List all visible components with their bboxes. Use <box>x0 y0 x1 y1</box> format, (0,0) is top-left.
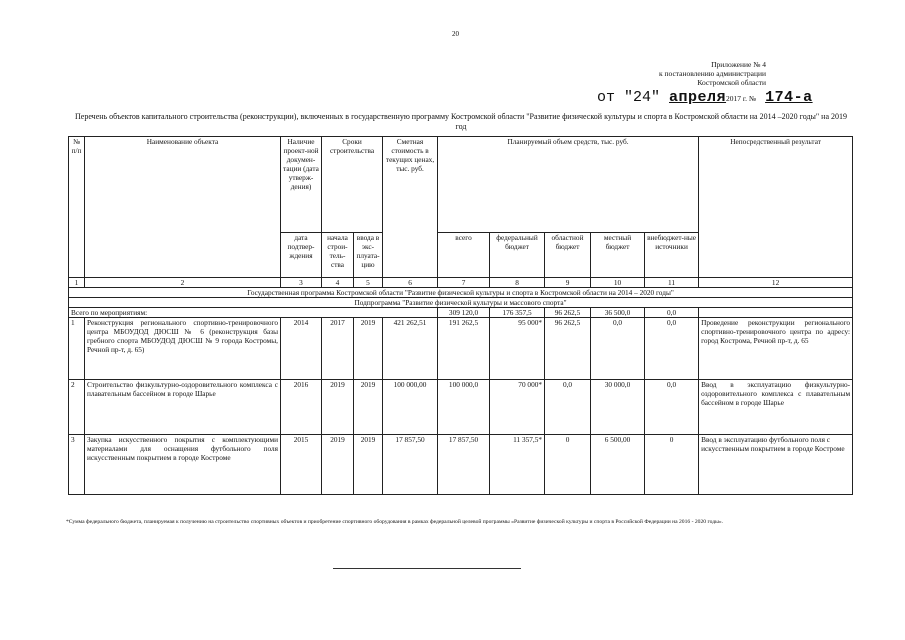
decree-month: апреля <box>669 89 727 106</box>
header-local: местный бюджет <box>591 233 645 278</box>
header-planned: Планируемый объем средств, тыс. руб. <box>438 137 699 233</box>
total-result-empty <box>699 308 853 318</box>
header-row-1 <box>69 137 853 233</box>
row-extrabudget: 0 <box>645 435 699 495</box>
row-local: 30 000,0 <box>591 380 645 435</box>
row-federal: 11 357,5* <box>490 435 545 495</box>
row-local: 0,0 <box>591 318 645 380</box>
row-name: Закупка искусственного покрытия с комплектующими материалами для оснащения футбольного поля искусственным покрытием в городе Костроме <box>85 435 281 495</box>
row-approval: 2016 <box>281 380 322 435</box>
row-num: 3 <box>69 435 85 495</box>
header-result: Непосредственный результат <box>699 137 853 278</box>
subprogram-row <box>69 298 853 308</box>
col-number: 9 <box>545 278 591 288</box>
col-number: 8 <box>490 278 545 288</box>
program-row <box>69 288 853 298</box>
appendix-line-1: Приложение № 4 <box>711 60 766 69</box>
header-num: № п/п <box>69 137 85 278</box>
appendix-line-2: к постановлению администрации <box>658 69 766 78</box>
total-row <box>69 308 853 318</box>
program-title: Государственная программа Костромской области "Развитие физической культуры и спорта в Костромской области на 2014 – 2020 годы" <box>69 288 853 298</box>
header-total: всего <box>438 233 490 278</box>
column-number-row <box>69 278 853 288</box>
header-extrabudget: внебюджет-ные источники <box>645 233 699 278</box>
row-num: 2 <box>69 380 85 435</box>
table-row <box>69 380 853 435</box>
row-total: 17 857,50 <box>438 435 490 495</box>
row-estimate: 421 262,51 <box>383 318 438 380</box>
row-total: 100 000,0 <box>438 380 490 435</box>
row-start: 2019 <box>322 435 354 495</box>
row-regional: 0 <box>545 435 591 495</box>
row-result: Проведение реконструкции регионального спортивно-тренировочного центра по адресу: город Кострома, Речной пр-т, д. 65 <box>699 318 853 380</box>
table-row <box>69 318 853 380</box>
row-result: Ввод в эксплуатацию физкультурно-оздоровительного комплекса с плавательным бассейном в городе Шарье <box>699 380 853 435</box>
decree-year: 2017 г. № <box>726 94 757 103</box>
row-local: 6 500,00 <box>591 435 645 495</box>
document-title: Перечень объектов капитального строительства (реконструкции), включенных в государственную программу Костромской области "Развитие физической культуры и спорта в Костромской области на 2014 –2020 годы" на 2019 год <box>74 112 848 131</box>
objects-table <box>68 136 853 495</box>
total-federal: 176 357,5 <box>490 308 545 318</box>
total-label: Всего по мероприятиям: <box>69 308 438 318</box>
row-estimate: 17 857,50 <box>383 435 438 495</box>
col-number: 7 <box>438 278 490 288</box>
header-commission: ввода в экс-плуата-цию <box>354 233 383 278</box>
appendix-line-3: Костромской области <box>697 78 766 87</box>
row-regional: 0,0 <box>545 380 591 435</box>
row-approval: 2015 <box>281 435 322 495</box>
signature-line <box>333 568 521 569</box>
header-federal: федеральный бюджет <box>490 233 545 278</box>
col-number: 5 <box>354 278 383 288</box>
row-federal: 70 000* <box>490 380 545 435</box>
appendix-header <box>659 60 766 87</box>
subprogram-title: Подпрограмма "Развитие физической культуры и массового спорта" <box>69 298 853 308</box>
row-regional: 96 262,5 <box>545 318 591 380</box>
header-estimate: Сметная стоимость в текущих ценах, тыс. руб. <box>383 137 438 278</box>
row-approval: 2014 <box>281 318 322 380</box>
header-terms: Сроки строительства <box>322 137 383 233</box>
col-number: 6 <box>383 278 438 288</box>
total-local: 36 500,0 <box>591 308 645 318</box>
header-project-doc: Наличие проект-ной докумен-тации (дата утверж-дения) <box>281 137 322 233</box>
decree-prefix: от "24" <box>597 89 661 106</box>
col-number: 12 <box>699 278 853 288</box>
decree-number: 174-а <box>765 89 813 106</box>
row-num: 1 <box>69 318 85 380</box>
row-extrabudget: 0,0 <box>645 380 699 435</box>
total-regional: 96 262,5 <box>545 308 591 318</box>
col-number: 3 <box>281 278 322 288</box>
row-commission: 2019 <box>354 435 383 495</box>
row-result: Ввод в эксплуатацию футбольного поля с искусственным покрытием в городе Костроме <box>699 435 853 495</box>
row-federal: 95 000* <box>490 318 545 380</box>
header-regional: областной бюджет <box>545 233 591 278</box>
row-name: Реконструкция регионального спортивно-тренировочного центра МБОУДОД ДЮСШ № 6 (реконструкция базы гребного спорта МБОУДОД ДЮСШ № 9 города Костромы, Речной пр-т, д. 65) <box>85 318 281 380</box>
row-commission: 2019 <box>354 318 383 380</box>
row-extrabudget: 0,0 <box>645 318 699 380</box>
header-start: начала строи-тель-ства <box>322 233 354 278</box>
col-number: 11 <box>645 278 699 288</box>
table-row <box>69 435 853 495</box>
row-estimate: 100 000,00 <box>383 380 438 435</box>
col-number: 1 <box>69 278 85 288</box>
page-number: 20 <box>452 30 459 38</box>
row-name: Строительство физкультурно-оздоровительного комплекса с плавательным бассейном в городе Шарье <box>85 380 281 435</box>
col-number: 2 <box>85 278 281 288</box>
row-start: 2017 <box>322 318 354 380</box>
total-extrabudget: 0,0 <box>645 308 699 318</box>
header-name: Наименование объекта <box>85 137 281 278</box>
footnote: *Сумма федерального бюджета, планируемая к получению на строительство спортивных объектов и приобретение спортивного оборудования в рамках федеральной целевой программы «Развитие физической культуры и спорта в Российской Федерации на 2016 - 2020 годы». <box>66 519 724 525</box>
col-number: 4 <box>322 278 354 288</box>
row-start: 2019 <box>322 380 354 435</box>
total-sum: 309 120,0 <box>438 308 490 318</box>
row-commission: 2019 <box>354 380 383 435</box>
header-approval-date: дата подтвер-ждения <box>281 233 322 278</box>
col-number: 10 <box>591 278 645 288</box>
decree-reference <box>597 89 813 106</box>
row-total: 191 262,5 <box>438 318 490 380</box>
